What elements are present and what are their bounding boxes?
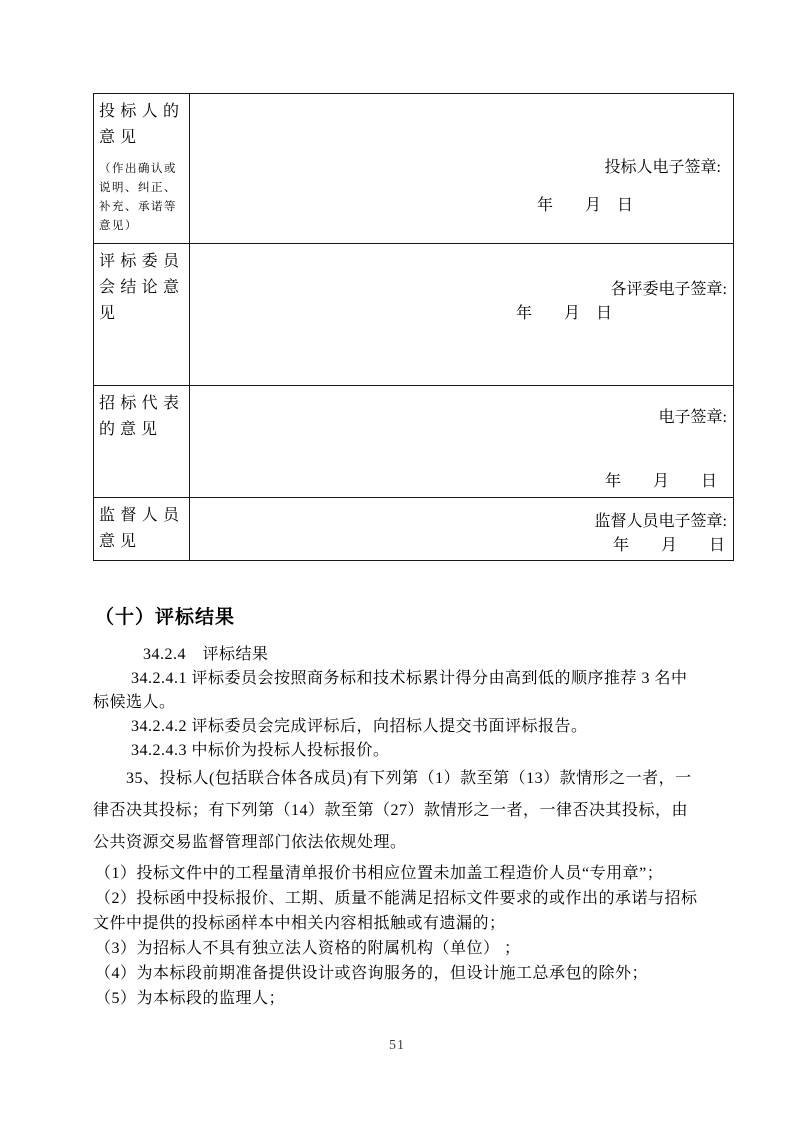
text-line: （1）投标文件中的工程量清单报价书相应位置未加盖工程造价人员“专用章”； — [95, 865, 664, 882]
text-line: 34.2.4.2 评标委员会完成评标后，向招标人提交书面评标报告。 — [131, 718, 588, 735]
bidder-opinion-content-cell — [190, 94, 734, 244]
note-line: 补充、承诺等 — [99, 201, 177, 213]
date-line: 年 月 日 — [604, 473, 717, 490]
row-label: 监督人员意见 — [99, 507, 184, 550]
signature-label: 投标人电子签章: — [604, 159, 721, 176]
note-line: （作出确认或 — [99, 163, 177, 175]
signature-label: 电子签章: — [658, 409, 727, 426]
text-line: （4）为本标段前期准备提供设计或咨询服务的，但设计施工总承包的除外； — [95, 965, 649, 982]
signature-label: 各评委电子签章: — [610, 281, 727, 298]
text-line: 35、投标人(包括联合体各成员)有下列第（1）款至第（13）款情形之一者，一 — [126, 770, 692, 787]
text-line: （2）投标函中投标报价、工期、质量不能满足招标文件要求的或作出的承诺与招标 — [95, 890, 698, 907]
text-line: 公共资源交易监督管理部门依法依规处理。 — [93, 834, 407, 851]
page-number: 51 — [389, 1038, 405, 1053]
text-line: （5）为本标段的监理人； — [95, 990, 286, 1007]
note-line: 说明、纠正、 — [99, 182, 177, 194]
note-line: 意见） — [99, 220, 138, 232]
date-line: 年 月 日 — [612, 537, 725, 554]
table-row-tender-representative — [94, 386, 734, 498]
text-line: 34.2.4.1 评标委员会按照商务标和技术标累计得分由高到低的顺序推荐 3 名中 — [131, 670, 688, 687]
row-label: 招标代表的意见 — [99, 395, 184, 438]
text-line: 34.2.4 评标结果 — [143, 646, 269, 663]
text-line: 标候选人。 — [93, 694, 176, 711]
supervisor-opinion-label-cell — [94, 498, 190, 561]
section-heading: （十）评标结果 — [95, 607, 236, 628]
date-line: 年 月 日 — [515, 305, 612, 322]
supervisor-opinion-content-cell — [190, 498, 734, 561]
table-row-committee-conclusion — [94, 244, 734, 386]
table-row-supervisor-opinion — [94, 498, 734, 561]
text-line: 文件中提供的投标函样本中相关内容相抵触或有遗漏的； — [93, 915, 506, 932]
tender-representative-content-cell — [190, 386, 734, 498]
row-label: 投标人的意见 — [99, 103, 184, 146]
committee-conclusion-content-cell — [190, 244, 734, 386]
committee-conclusion-label-cell — [94, 244, 190, 386]
row-label: 评标委员会结论意见 — [99, 253, 184, 322]
row-label-note — [99, 160, 184, 236]
bidder-opinion-label-cell — [94, 94, 190, 244]
section-body — [93, 643, 745, 1011]
tender-representative-label-cell — [94, 386, 190, 498]
spacer — [190, 430, 733, 470]
signature-label: 监督人员电子签章: — [594, 513, 727, 530]
cell-layout — [190, 386, 733, 496]
text-line: 34.2.4.3 中标价为投标人投标报价。 — [131, 742, 390, 759]
text-line: （3）为招标人不具有独立法人资格的附属机构（单位） ； — [95, 940, 521, 957]
table-row-bidder-opinion — [94, 94, 734, 244]
opinion-table — [93, 93, 734, 561]
date-line: 年 月 日 — [536, 197, 633, 214]
text-line: 律否决其投标；有下列第（14）款至第（27）款情形之一者，一律否决其投标，由 — [93, 802, 689, 819]
